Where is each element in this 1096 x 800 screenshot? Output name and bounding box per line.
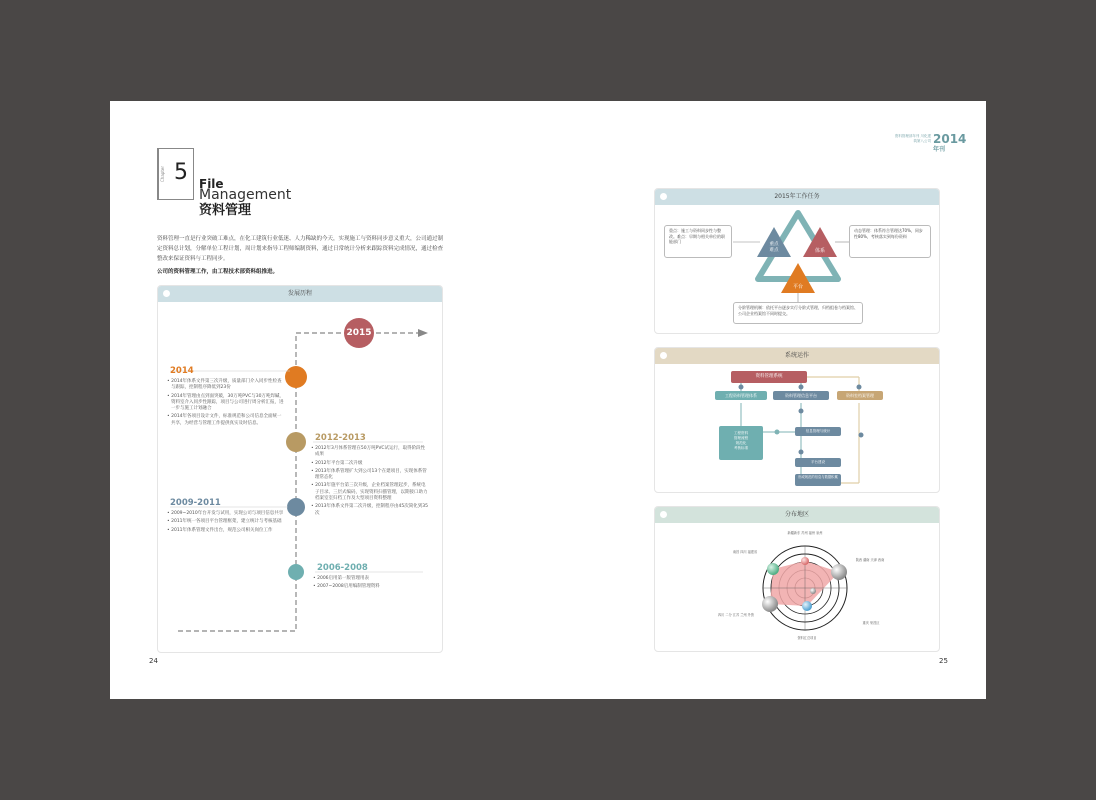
masthead-sub: 年刊 [933,146,946,153]
tasks-panel [654,188,940,334]
flow-c1: 信息管理与统计 [795,427,841,436]
list-item: • 2013年施平台第三次升级，企业档案管理起步，系统电子目录、三层式编码，实现资料扫描管理，以期接口助力档案室室归档工作及大型项目资料整理 [311,483,428,502]
flow-mid-left: 工程资料管理体系 [715,391,767,400]
node-2014 [285,366,307,388]
list-item: • 2014年体系文件第三次升级，质量部门介入同步性检查与跟踪，控制程序降低到23份 [167,379,282,391]
dist-label: 重庆 荣昌区 [862,621,880,625]
chapter-box [157,148,194,200]
title-en-line2: Management [199,187,292,203]
list-item: • 2009~2010年台开发与试用，实现公司与项目信息共享 [167,511,284,516]
intro-bold: 公司的资料管理工作，由工程技术部资料组推进。 [157,269,279,275]
masthead [893,132,993,153]
masthead-small: 资料管理部年刊 川化建筑第八公司 [894,134,931,143]
magazine-spread [110,101,986,699]
node-2012 [286,432,306,452]
list-item: • 2011年体系管理文件出台，规范公司相关岗位工作 [167,527,273,533]
year-2006: 2006-2008 [317,563,368,573]
dist-label: 资料汇总项目 [797,636,817,640]
tri-left-label: 重点 难点 [769,242,779,253]
list-item: • 2011年统一各项目平台管理框架，建立统计与考核基础 [167,519,282,525]
system-panel [654,347,940,493]
list-item: • 2007~2008启用编制管理资料 [313,584,380,590]
left-page [110,101,548,699]
title-en-line1: File [199,177,224,191]
year-2009: 2009-2011 [170,498,221,508]
list-2009 [167,511,285,536]
flow-top: 资料管理系统 [731,371,807,383]
node-2009 [287,498,305,516]
flow-c3: 形成规范的信息与数据积累 [795,474,841,486]
intro-paragraph: 资料管理一直是行业突破工难点，在化工建筑行业低迷、人力稀缺的今天，实现施工与资料同步意义重大，公司通过制定资料总计划，分解单位工程计划，周计划来指导工程师编制资料，通过日常统计分析来跟踪资料完成情况，通过检查整改来保证资料与工程同步。 [157,236,444,262]
right-page [548,101,986,699]
dist-label: 陕西 湖南 天津 西南 [855,558,885,562]
list-2006 [313,576,431,593]
dist-panel [654,506,940,652]
page-number-right: 25 [939,657,948,665]
list-item: • 2012年平台第二次升级 [311,460,363,466]
chapter-number: 5 [174,160,188,185]
list-item: • 2014年管理由点到面突破，30万吨PVC与30万吨焊碱，资料室介入同步性跟踪，项目与公司进行周分析汇报，进一步与施工计划融合 [167,393,284,412]
list-2014 [167,379,285,429]
dist-label: 南昌 四川 福建省 [732,550,758,554]
page-number-left: 24 [149,657,158,665]
year-2012: 2012-2013 [315,433,366,443]
flow-left-big: 工程资料 管理流程 规范化 考核标准 [719,426,763,460]
node-2006 [288,564,304,580]
timeline-arrow-icon [418,329,428,337]
tasks-title: 2015年工作任务 [774,193,820,200]
flow-c2: 平台建设 [795,458,841,467]
masthead-year: 2014 [933,132,967,146]
list-item: • 2013年体系管理扩大到公司13个在建项目，实现体系管理常态化 [311,468,427,481]
list-item: • 2014年各项目设计文件，标准规范和公司信息全面统一共享，为经营与管理工作提供真实及时信息。 [167,414,282,426]
timeline-title: 发展历程 [287,290,312,297]
list-item: • 2006启用第一版管理用表 [313,576,370,581]
task-box-left: 重点：施工与资料同步性与整改。难点：早期与相关单位的职能部门 [664,225,732,258]
dist-title: 分布地区 [784,511,809,518]
dist-label: 新疆新东 苏州 福州 泉州 [787,531,823,535]
flow-mid-right: 资料室档案管理 [837,391,883,400]
radar-diagram [655,507,941,653]
flow-mid-center: 资料管理信息平台 [773,391,829,400]
badge-2015: 2015 [346,328,372,338]
tri-right-label: 体系 [814,248,825,254]
timeline-panel [157,285,443,653]
year-2014: 2014 [170,366,194,376]
title-cn: 资料管理 [199,203,252,218]
system-diagram [655,348,941,494]
system-title: 系统运作 [784,352,809,359]
chapter-tag: Chapter [158,149,167,199]
tri-bottom-label: 平台 [792,284,803,290]
task-box-right: 动态管理：体系符合管理达70%，同步性80%，考核落实到每份资料 [849,225,931,258]
list-2012 [311,446,429,519]
task-box-bottom: 分阶管理机制：依托平台逐步实行分阶式管理，归档组卷与档案馆、公司企业档案馆不同时提交。 [733,302,863,324]
list-item: • 2012年3月体系管理在50万吨PVC试运行，取得阶段性成果 [311,446,426,458]
dist-label: 四川 二分 江苏 兰州 外资 [718,613,754,617]
list-item: • 2013年体系文件第二次升级，控制程序由45次简化到35次 [311,504,428,516]
